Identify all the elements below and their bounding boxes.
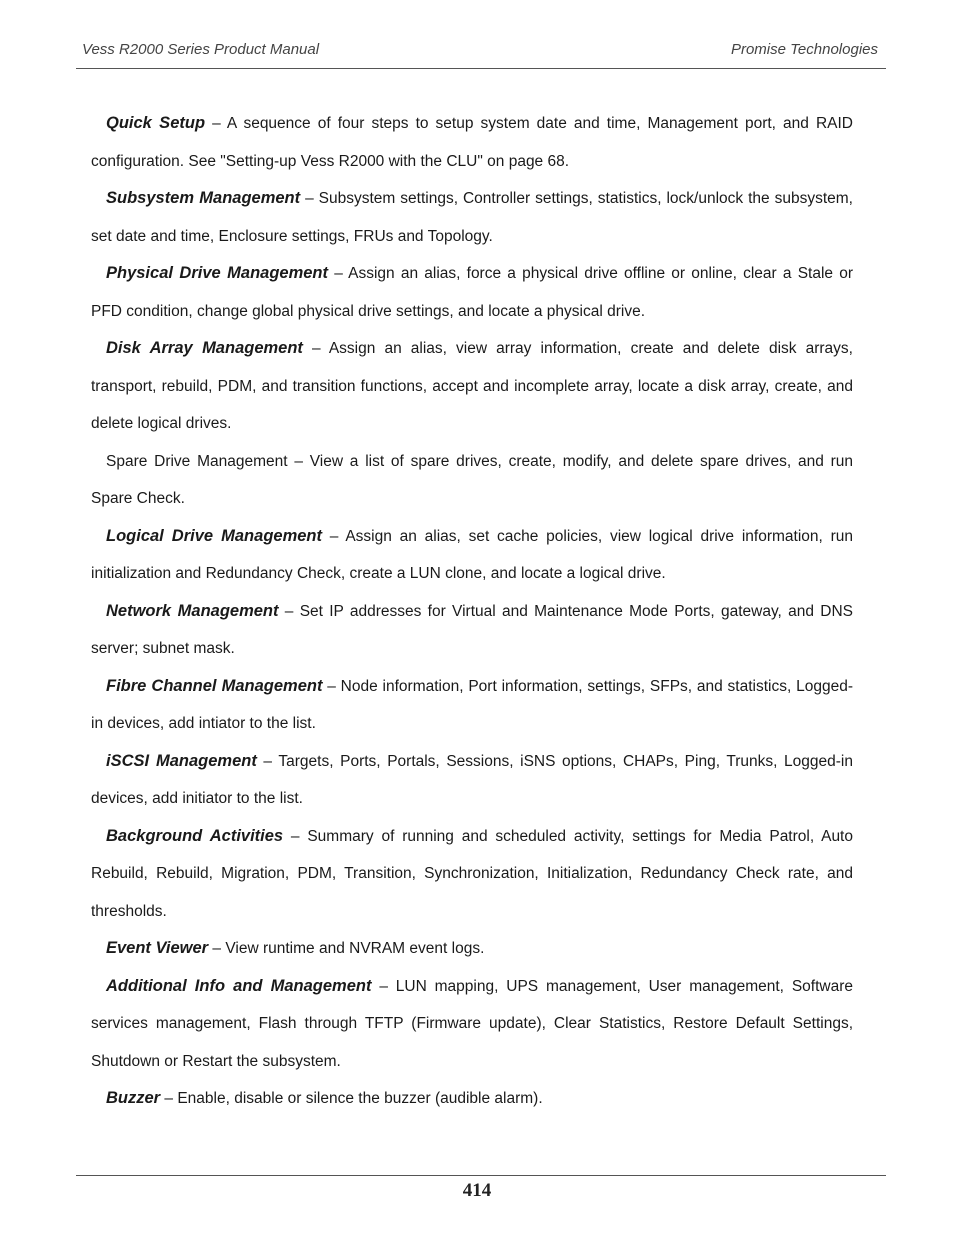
list-item bbox=[91, 968, 853, 1081]
item-description: – LUN mapping, UPS management, User management, Software services management, Flash through TFTP (Firmware update), Clear Statistics, Restore Default Settings, Shutdown or Restart the subsystem. bbox=[91, 977, 853, 1070]
item-description: – Set IP addresses for Virtual and Maintenance Mode Ports, gateway, and DNS server; subnet mask. bbox=[91, 602, 853, 657]
item-term: Additional Info and Management bbox=[106, 976, 372, 995]
item-description: – A sequence of four steps to setup system date and time, Management port, and RAID configuration. See "Setting-up Vess R2000 with the CLU" on page 68. bbox=[91, 115, 853, 170]
item-term: Background Activities bbox=[106, 826, 284, 845]
list-item bbox=[91, 105, 853, 180]
item-description: – Targets, Ports, Portals, Sessions, iSNS options, CHAPs, Ping, Trunks, Logged-in devices, add initiator to the list. bbox=[91, 752, 853, 807]
list-item bbox=[91, 330, 853, 443]
list-item bbox=[91, 743, 853, 818]
item-term: Physical Drive Management bbox=[106, 264, 329, 282]
item-term: Event Viewer bbox=[106, 939, 209, 957]
menu-description-list bbox=[91, 105, 853, 1118]
item-term: iSCSI Management bbox=[106, 751, 257, 770]
list-item bbox=[91, 818, 853, 931]
item-description: Spare Drive Management – View a list of spare drives, create, modify, and delete spare drives, and run Spare Check. bbox=[91, 452, 853, 507]
item-description: – Node information, Port information, settings, SFPs, and statistics, Logged-in devices, add intiator to the list. bbox=[91, 677, 853, 732]
list-item bbox=[91, 668, 853, 743]
list-item bbox=[91, 255, 853, 330]
page-number: 414 bbox=[462, 1180, 492, 1201]
list-item bbox=[91, 1080, 853, 1118]
list-item bbox=[91, 518, 853, 593]
item-term: Buzzer bbox=[106, 1089, 161, 1107]
item-description: – Assign an alias, set cache policies, view logical drive information, run initialization and Redundancy Check, create a LUN clone, and locate a logical drive. bbox=[91, 527, 853, 582]
item-description: – Subsystem settings, Controller settings, statistics, lock/unlock the subsystem, set date and time, Enclosure settings, FRUs and Topology. bbox=[91, 190, 853, 245]
item-description: – Assign an alias, force a physical drive offline or online, clear a Stale or PFD condition, change global physical drive settings, and locate a physical drive. bbox=[91, 265, 853, 320]
item-term: Logical Drive Management bbox=[106, 526, 322, 545]
item-description: – View runtime and NVRAM event logs. bbox=[208, 940, 485, 957]
list-item bbox=[91, 180, 853, 255]
item-term: Subsystem Management bbox=[106, 189, 301, 207]
item-term: Fibre Channel Management bbox=[106, 676, 323, 695]
item-term: Quick Setup bbox=[106, 114, 206, 132]
item-description: – Assign an alias, view array information, create and delete disk arrays, transport, rebuild, PDM, and transition functions, accept and incomplete array, locate a disk array, create, and delete logical drives. bbox=[91, 340, 853, 432]
manual-title: Vess R2000 Series Product Manual bbox=[82, 41, 320, 58]
item-term: Disk Array Management bbox=[106, 339, 303, 357]
company-name: Promise Technologies bbox=[730, 41, 878, 58]
list-item bbox=[91, 930, 853, 968]
item-description: – Summary of running and scheduled activity, settings for Media Patrol, Auto Rebuild, Rebuild, Migration, PDM, Transition, Synchronization, Initialization, Redundancy Check rate, and thresholds. bbox=[91, 827, 853, 920]
item-description: – Enable, disable or silence the buzzer (audible alarm). bbox=[160, 1090, 543, 1107]
list-item bbox=[91, 443, 853, 518]
list-item bbox=[91, 593, 853, 668]
footer-rule bbox=[76, 1175, 886, 1176]
page-header bbox=[76, 38, 886, 69]
item-term: Network Management bbox=[106, 601, 279, 620]
